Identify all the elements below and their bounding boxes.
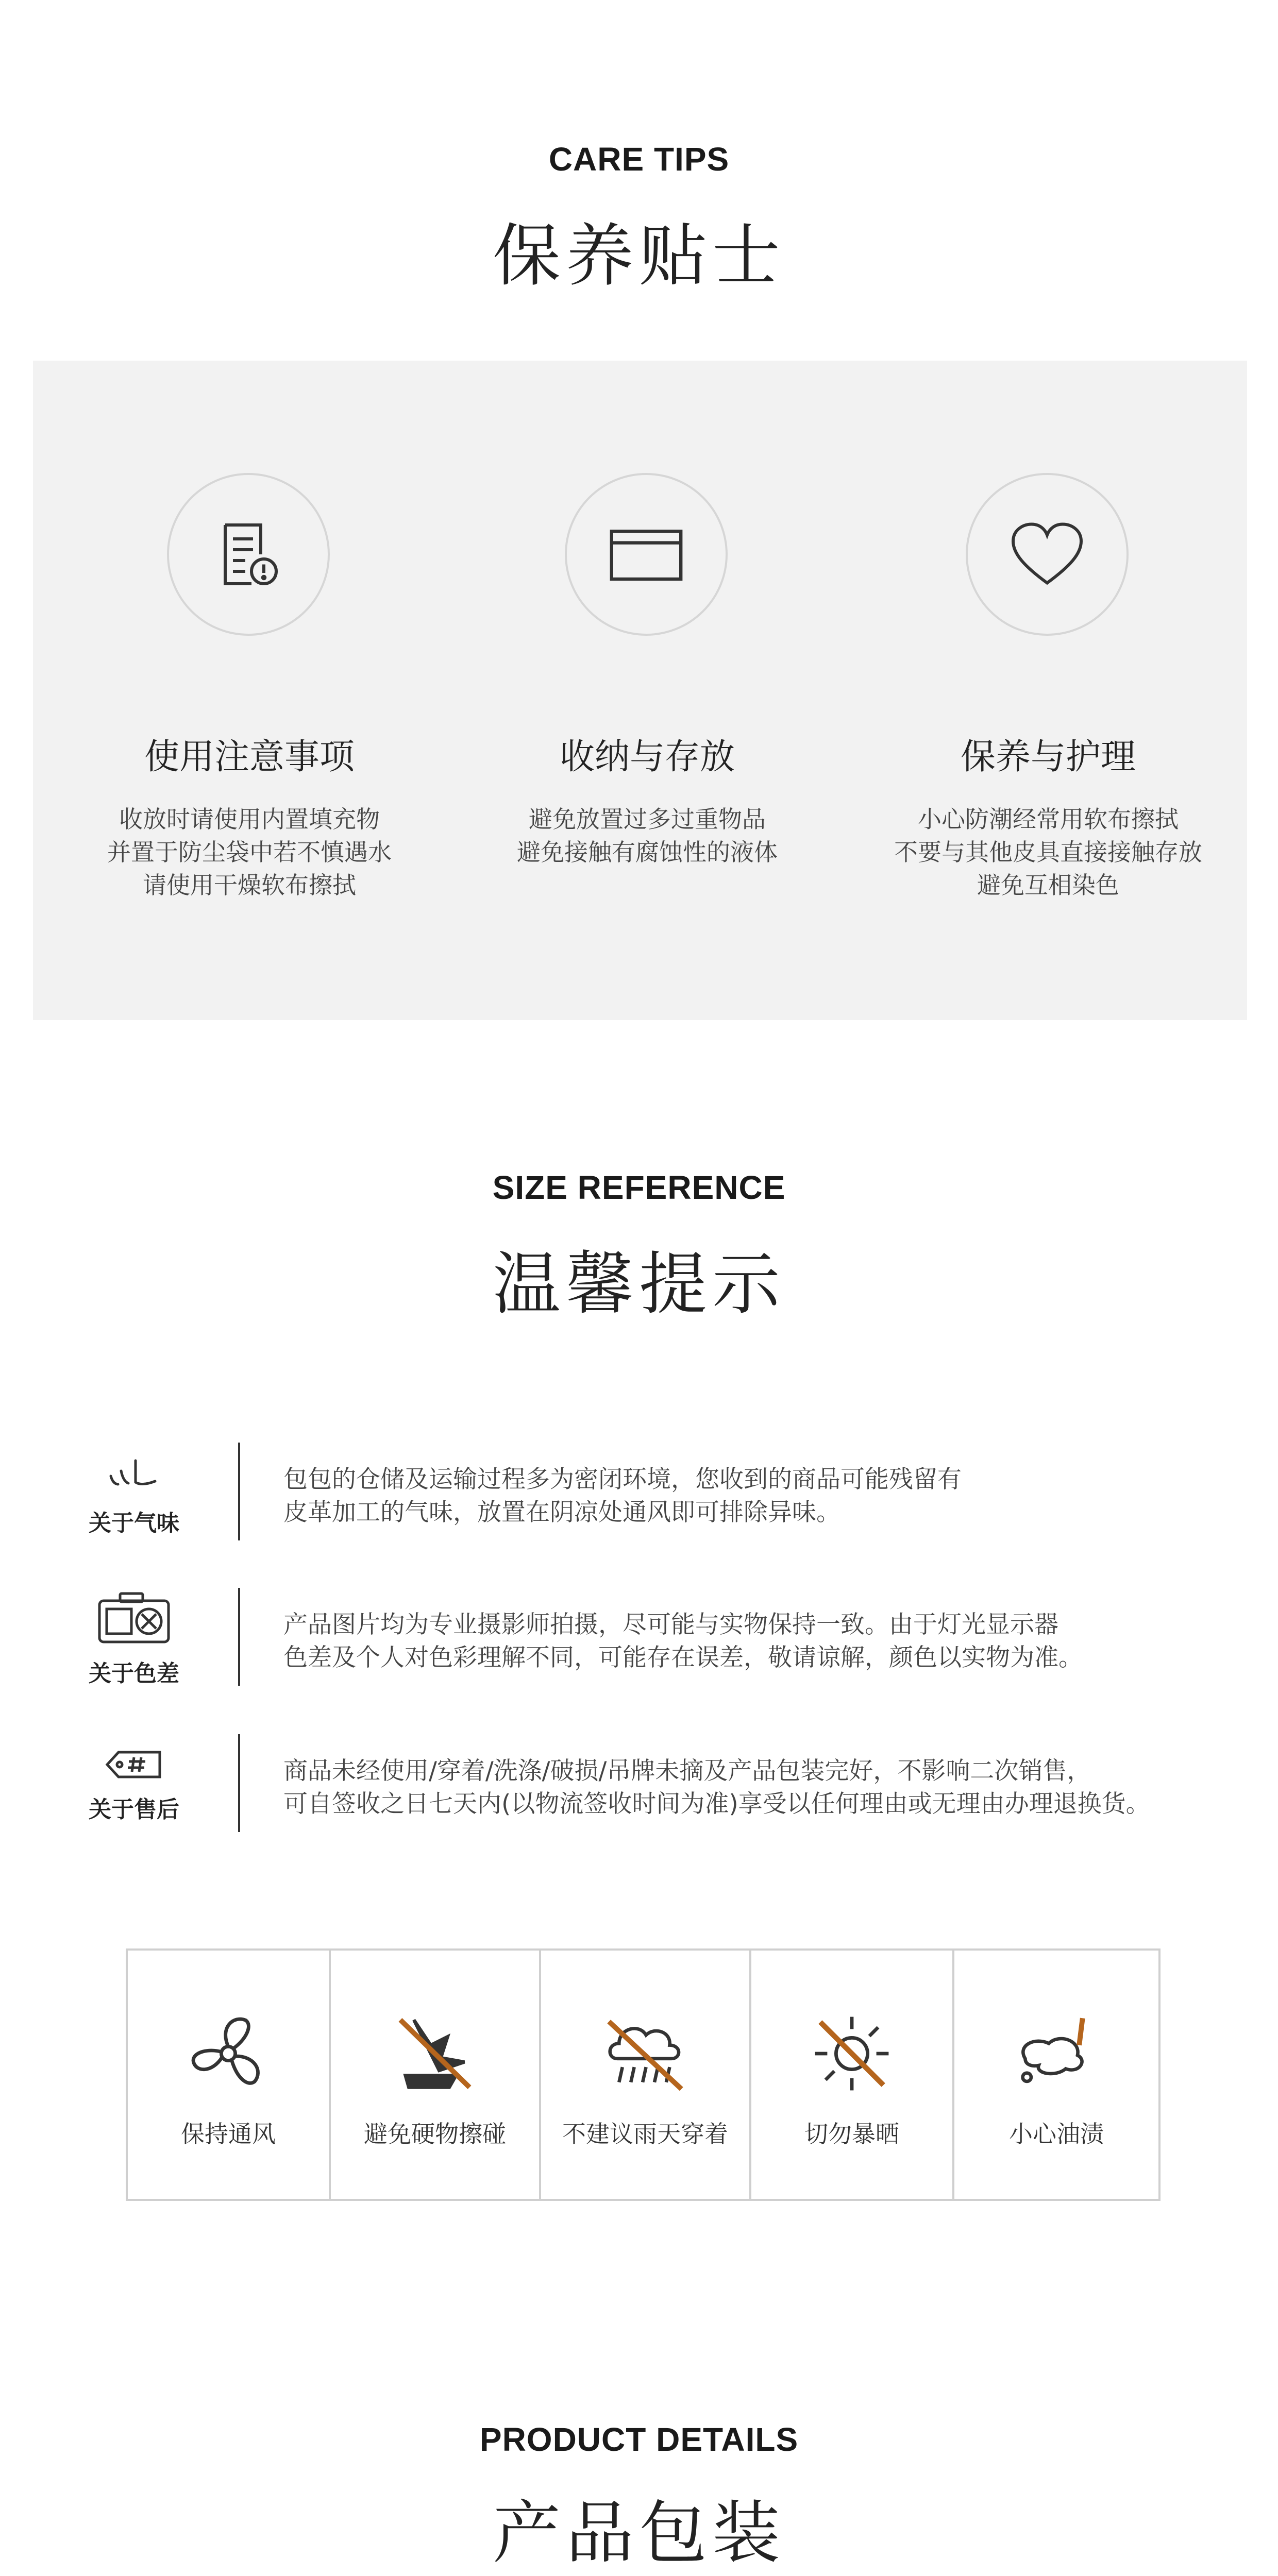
heart-icon [1008, 518, 1086, 590]
tip-row-color [72, 1588, 1247, 1691]
grid-icon-wrap [128, 2002, 329, 2105]
care-item-desc [842, 803, 1254, 902]
care-desc-line: 小心防潮经常用软布擦拭 [918, 805, 1179, 833]
grid-icon-wrap [331, 2002, 539, 2105]
grid-label: 切勿暴晒 [804, 2120, 899, 2148]
grid-cell-oil-stain [954, 1951, 1158, 2199]
tip-icon-wrap [72, 1443, 196, 1504]
oil-stain-icon [1010, 2010, 1103, 2097]
grid-cell-ventilation [128, 1951, 331, 2199]
grid-icon-wrap [751, 2002, 952, 2105]
care-tips-title-en: CARE TIPS [548, 141, 730, 178]
tip-label: 关于气味 [89, 1510, 179, 1536]
tip-divider [238, 1588, 240, 1686]
product-details-title-en: PRODUCT DETAILS [479, 2421, 799, 2458]
care-item-desc [441, 803, 853, 869]
grid-cell-no-sun [751, 1951, 954, 2199]
care-desc-line: 避免互相染色 [977, 871, 1119, 899]
tip-text-line: 皮革加工的气味，放置在阴凉处通风即可排除异味。 [283, 1498, 840, 1527]
tip-text-line: 商品未经使用/穿着/洗涤/破损/吊牌未摘及产品包装完好，不影响二次销售， [283, 1757, 1091, 1785]
tip-divider [238, 1734, 240, 1832]
tip-row-after-sales [72, 1734, 1247, 1837]
care-item-title: 使用注意事项 [144, 737, 355, 777]
tip-divider [238, 1443, 240, 1540]
product-details-title-cn: 产品包装 [493, 2494, 785, 2573]
grid-cell-no-rain [541, 1951, 751, 2199]
care-desc-line: 避免接触有腐蚀性的液体 [517, 838, 778, 866]
tip-icon-wrap [72, 1734, 196, 1796]
care-desc-line: 请使用干燥软布擦拭 [143, 871, 356, 899]
tip-label: 关于色差 [89, 1660, 179, 1687]
care-item-icon-circle [565, 473, 728, 636]
tip-icon-wrap [72, 1588, 196, 1650]
grid-icon-wrap [954, 2002, 1158, 2105]
grid-label: 不建议雨天穿着 [562, 2120, 728, 2148]
grid-cell-no-hard-object [331, 1951, 541, 2199]
tip-text [283, 1755, 1278, 1821]
grid-label: 小心油渍 [1009, 2120, 1104, 2148]
no-hard-object-icon [389, 2010, 481, 2097]
care-item-icon-circle [167, 473, 330, 636]
tip-text-line: 可自签收之日七天内(以物流签收时间为准)享受以任何理由或无理由办理退换货。 [283, 1790, 1150, 1818]
care-desc-line: 避免放置过多过重物品 [529, 805, 766, 833]
no-rain-icon [599, 2010, 692, 2097]
tip-text-line: 色差及个人对色彩理解不同，可能存在误差，敬请谅解，颜色以实物为准。 [283, 1643, 1083, 1672]
odor-icon [106, 1455, 162, 1492]
grid-label: 避免硬物擦碰 [364, 2120, 506, 2148]
storage-box-icon [605, 521, 687, 588]
fan-icon [184, 2010, 272, 2097]
size-reference-title-en: SIZE REFERENCE [492, 1169, 786, 1206]
grid-icon-wrap [541, 2002, 749, 2105]
tip-text [283, 1608, 1278, 1674]
care-item-desc [43, 803, 456, 902]
tip-text-line: 产品图片均为专业摄影师拍摄，尽可能与实物保持一致。由于灯光显示器 [283, 1611, 1058, 1639]
care-tips-panel [33, 361, 1247, 1020]
care-desc-line: 不要与其他皮具直接接触存放 [894, 838, 1202, 866]
care-item-title: 保养与护理 [960, 737, 1136, 777]
grid-label: 保持通风 [181, 2120, 276, 2148]
care-tips-title-cn: 保养贴士 [493, 216, 785, 296]
tip-text [283, 1463, 1278, 1529]
tip-row-odor [72, 1443, 1247, 1546]
care-icon-grid [126, 1948, 1161, 2201]
tip-text-line: 包包的仓储及运输过程多为密闭环境，您收到的商品可能残留有 [283, 1465, 962, 1494]
no-sun-icon [808, 2010, 896, 2097]
care-desc-line: 并置于防尘袋中若不慎遇水 [107, 838, 392, 866]
care-item-title: 收纳与存放 [559, 737, 735, 777]
camera-icon [95, 1590, 173, 1647]
care-item-icon-circle [966, 473, 1129, 636]
size-reference-title-cn: 温馨提示 [493, 1245, 785, 1324]
tip-label: 关于售后 [89, 1797, 179, 1823]
care-desc-line: 收放时请使用内置填充物 [119, 805, 380, 833]
document-alert-icon [210, 516, 287, 593]
tag-icon [103, 1747, 165, 1783]
